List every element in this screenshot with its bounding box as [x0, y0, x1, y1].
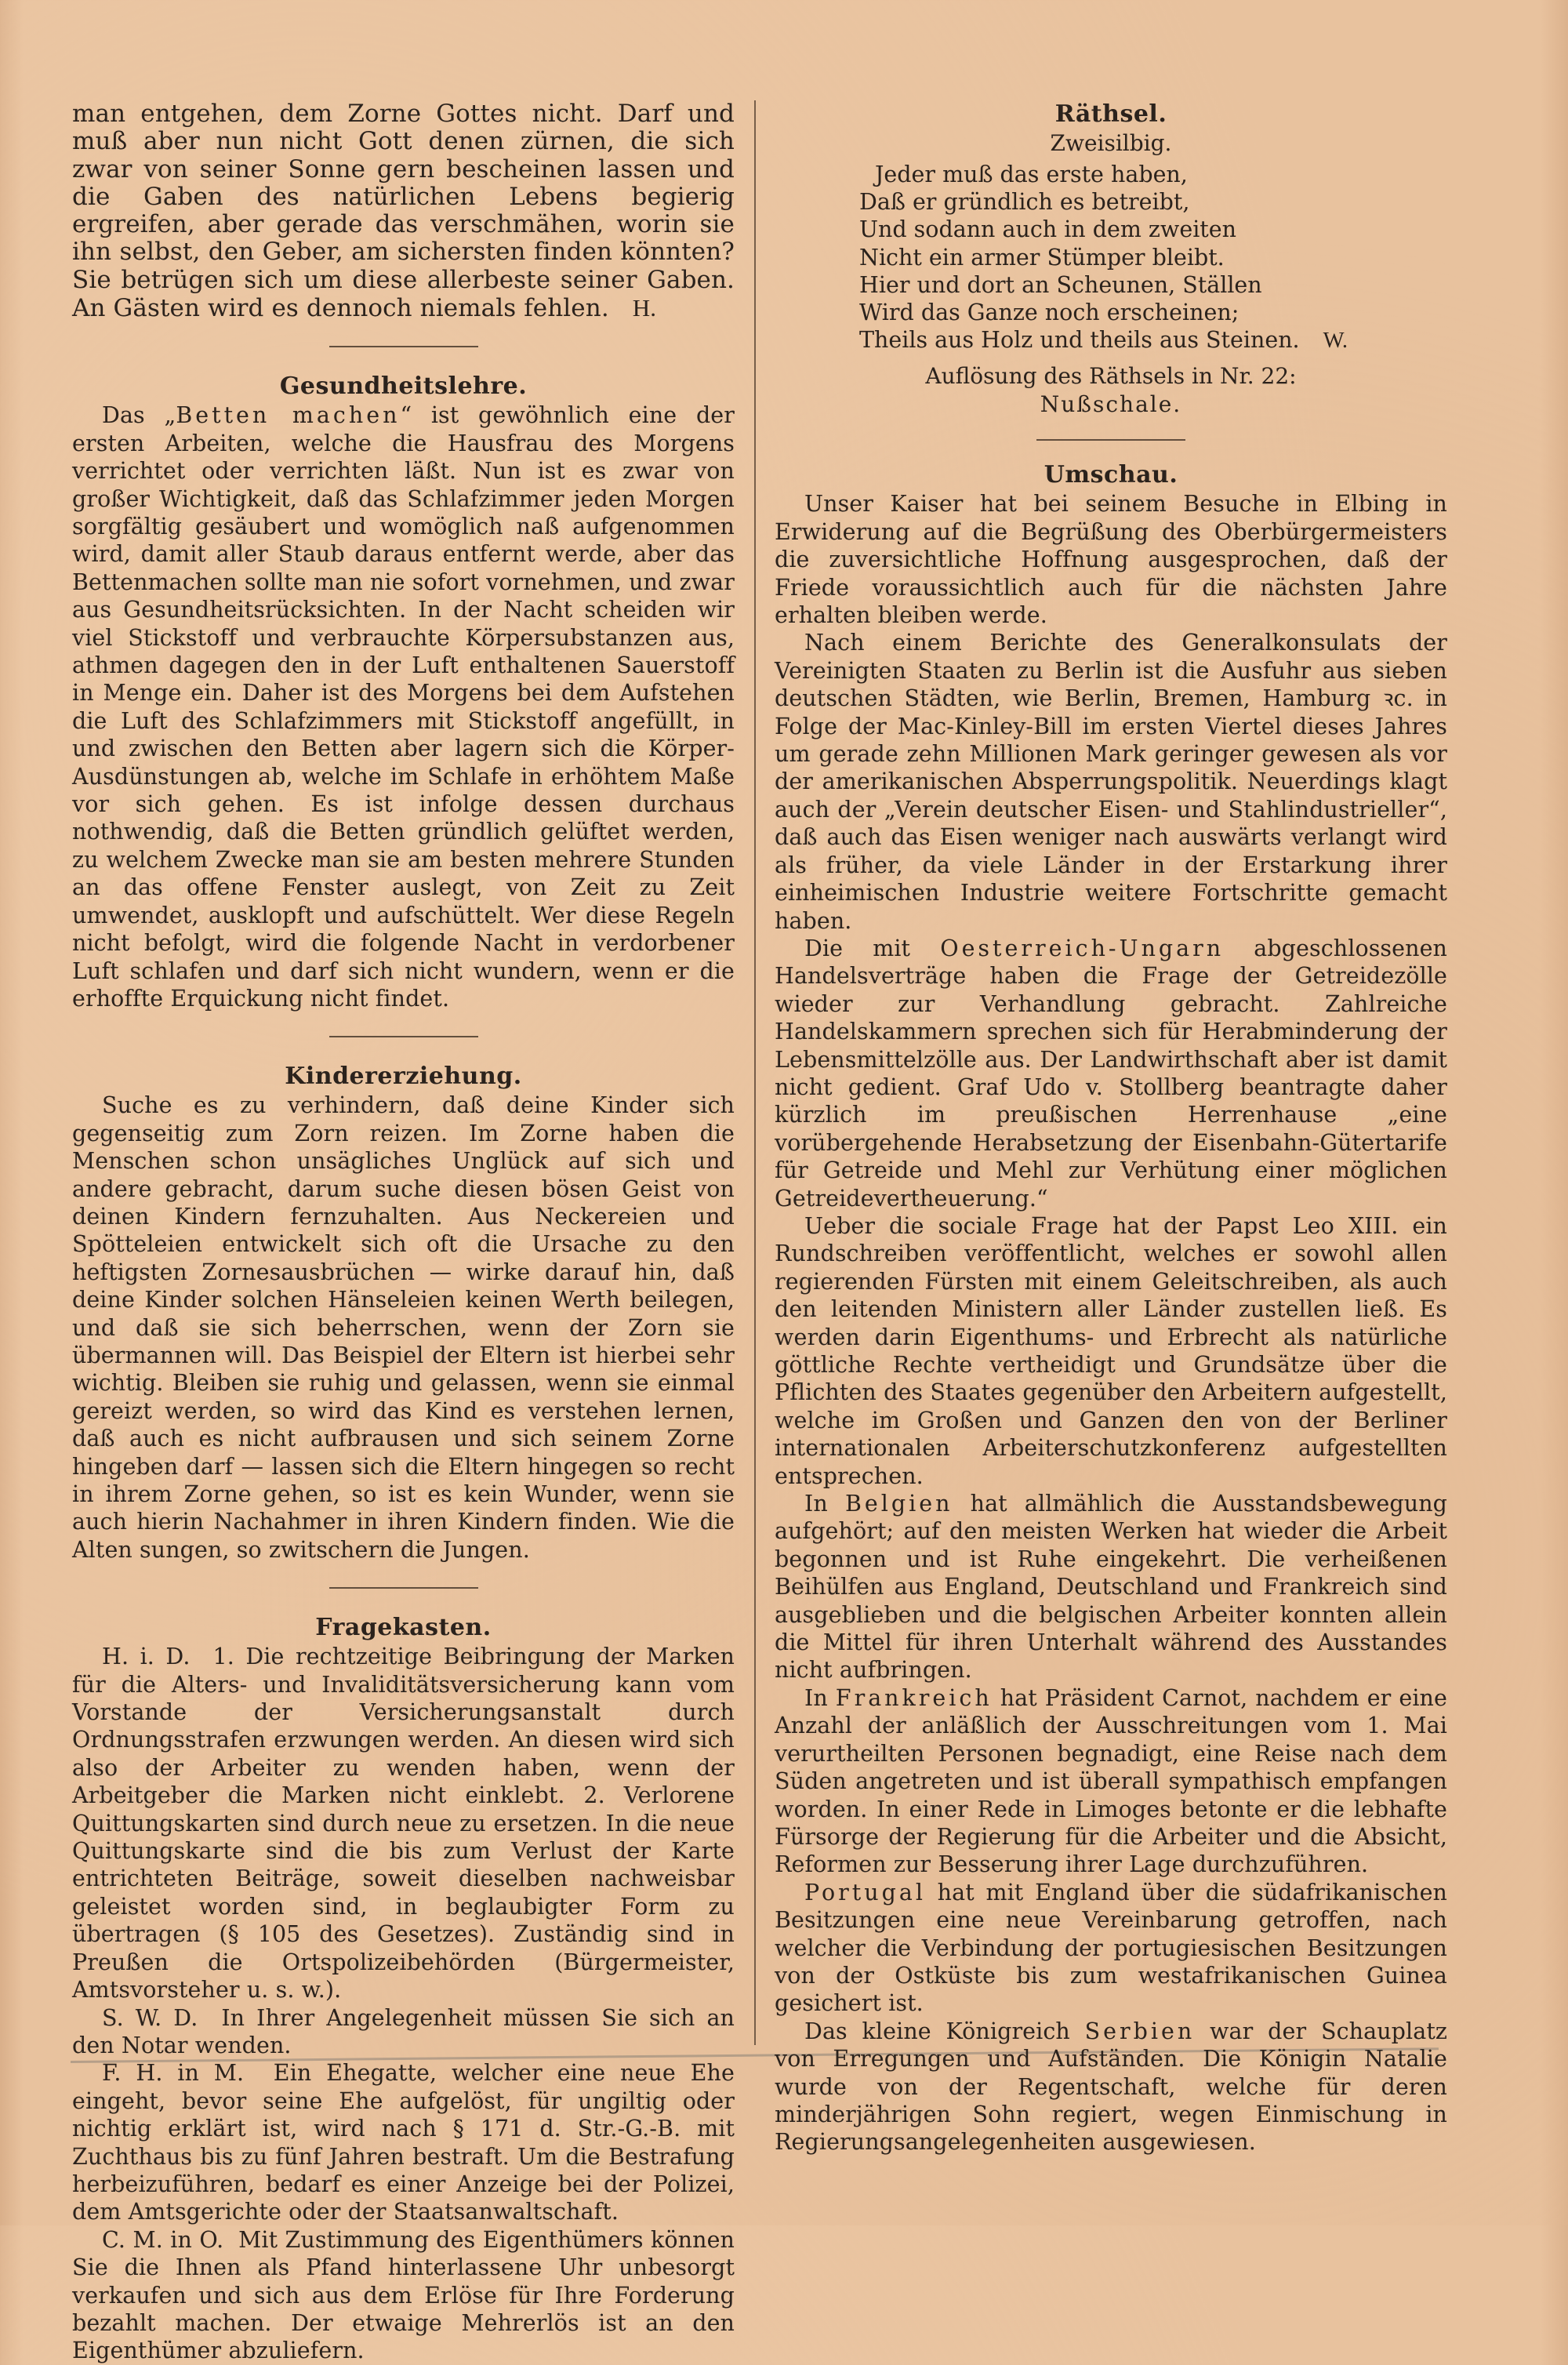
- fragekasten-title: Fragekasten.: [315, 1614, 492, 1642]
- poem-line: Theils aus Holz und theils aus Steinen.: [859, 327, 1300, 354]
- quote-open: Das „: [102, 402, 176, 429]
- kindererziehung-section: [72, 1063, 735, 1564]
- emphasis-country: Oesterreich-Ungarn: [940, 935, 1225, 961]
- poem-line: Jeder muß das erste haben,: [875, 162, 1188, 187]
- fragekasten-entry: [72, 2226, 735, 2365]
- paragraph-lead: Das kleine Königreich: [804, 2018, 1085, 2044]
- riddle-solution: Nußschale.: [1040, 391, 1182, 418]
- entry-addressee: S. W. D.: [102, 2004, 198, 2031]
- entry-text: Ein Ehegatte, welcher eine neue Ehe eingeht, bevor seine Ehe aufgelöst, für ungiltig oder nichtig erklärt ist, wird nach § 171 d. Str.-G.-B. mit Zuchthaus bis zu fünf Jahren bestraft. Um die Bestrafung herbeizuführen, bedarf es einer Anzeige bei der Polizei, dem Amtsgerichte oder der Staatsanwaltschaft.: [72, 2060, 735, 2225]
- riddle-signature: W.: [1323, 329, 1348, 354]
- right-column: [775, 100, 1447, 2156]
- gesundheitslehre-section: [72, 372, 735, 1012]
- section-separator: [329, 1036, 478, 1037]
- poem-line: Hier und dort an Scheunen, Ställen: [859, 271, 1262, 298]
- paragraph-text: war der Schauplatz von Erregungen und Aufständen. Die Königin Natalie wurde von der Regentschaft, welche für deren minderjährigen Sohn regiert, wegen Einmischung in Regierungsangelegenheiten ausgewiesen.: [775, 2018, 1447, 2156]
- umschau-paragraph: [775, 1684, 1447, 1879]
- umschau-title: Umschau.: [1044, 461, 1178, 489]
- kindererziehung-paragraph: Suche es zu verhindern, daß deine Kinder sich gegenseitig zum Zorn reizen. Im Zorne haben die Menschen schon unsägliches Unglück auf sich und andere gebracht, darum suche diesen bösen Geist von deinen Kindern fernzuhalten. Aus Neckereien und Spötteleien entwickelt sich oft die Ursache zu den heftigsten Zornesausbrüchen — wirke darauf hin, daß deine Kinder solchen Hänseleien keinen Werth beilegen, und daß sie sich beherrschen, wenn der Zorn sie übermannen will. Das Beispiel der Eltern ist hierbei sehr wichtig. Bleiben sie ruhig und gelassen, wenn sie einmal gereizt werden, so wird das Kind es verstehen lernen, daß auch es nicht aufbrausen und sich seinem Zorne hingeben darf — lassen sich die Eltern hingegen so recht in ihrem Zorne gehen, so ist es kein Wunder, wenn sie auch hierin Nachahmer in ihren Kindern finden. Wie die Alten sungen, so zwitschern die Jungen.: [72, 1092, 735, 1563]
- paragraph-lead: In: [804, 1684, 836, 1711]
- section-separator: [329, 1587, 478, 1589]
- poem-line: Und sodann auch in dem zweiten: [859, 216, 1236, 243]
- entry-addressee: H. i. D.: [102, 1644, 191, 1670]
- gesundheitslehre-title: Gesundheitslehre.: [279, 372, 528, 401]
- umschau-paragraph: [775, 2018, 1447, 2156]
- paragraph-text: Ueber die sociale Frage hat der Papst Leo XIII. ein Rundschreiben veröffentlicht, welches er sowohl allen regierenden Fürsten mit einem Geleitschreiben, als auch den leitenden Ministern aller Länder zustellen ließ. Es werden darin Eigenthums- und Erbrecht als natürliche göttliche Rechte vertheidigt und Grundsätze über die Pflichten des Staates gegenüber den Arbeitern aufgestellt, welche im Großen und Ganzen den von der Berliner internationalen Arbeiterschutzkonferenz aufgestellten entsprechen.: [775, 1212, 1447, 1489]
- umschau-paragraph: [775, 1490, 1447, 1684]
- fragekasten-entry: [72, 1643, 735, 2004]
- raethsel-section: [775, 100, 1447, 419]
- section-separator: [329, 346, 478, 347]
- emphasis-country: Frankreich: [835, 1684, 993, 1711]
- poem-line: Wird das Ganze noch erscheinen;: [859, 300, 1240, 326]
- poem-line: Nicht ein armer Stümper bleibt.: [859, 244, 1225, 271]
- paragraph-text: hat allmählich die Ausstandsbewegung aufgehört; auf den meisten Werken hat wieder die Arbeit begonnen und ist Ruhe eingekehrt. Die verheißenen Beihülfen aus England, Deutschland und Frankreich sind ausgeblieben und die belgischen Arbeiter konnten allein die Mittel für ihren Unterhalt während des Ausstandes nicht aufbringen.: [775, 1491, 1447, 1684]
- entry-text: Mit Zustimmung des Eigenthümers können Sie die Ihnen als Pfand hinterlassene Uhr unbesorgt verkaufen und sich aus dem Erlöse für Ihre Forderung bezahlt machen. Der etwaige Mehrerlös ist an den Eigenthümer abzuliefern.: [72, 2226, 735, 2364]
- raethsel-title: Räthsel.: [1054, 100, 1167, 128]
- paragraph-text: Nach einem Berichte des Generalkonsulats der Vereinigten Staaten zu Berlin ist die Ausfuhr aus sieben deutschen Städten, wie Berlin, Bremen, Hamburg ꝛc. in Folge der Mac-Kinley-Bill im ersten Viertel dieses Jahres um gerade zehn Millionen Mark geringer gewesen als vor der amerikanischen Absperrungspolitik. Neuerdings klagt auch der „Verein deutscher Eisen- und Stahlindustrieller“, daß auch das Eisen weniger nach auswärts verlangt wird als früher, da viele Länder in der Erstarkung ihrer einheimischen Industrie weitere Fortschritte gemacht haben.: [775, 630, 1447, 934]
- poem-line: Daß er gründlich es betreibt,: [859, 189, 1190, 216]
- riddle-poem: [859, 161, 1447, 354]
- emphasis-country: Serbien: [1084, 2018, 1196, 2044]
- column-divider: [754, 100, 756, 2045]
- section-separator: [1036, 439, 1185, 441]
- gesundheitslehre-paragraph: [72, 401, 735, 1012]
- raethsel-subtitle: Zweisilbig.: [1050, 130, 1172, 156]
- gesundheitslehre-text: “ ist gewöhnlich eine der ersten Arbeiten, welche die Hausfrau des Morgens verrichtet oder verrichten läßt. Nun ist es zwar von großer Wichtigkeit, daß das Schlafzimmer jeden Morgen sorgfältig gesäubert und womöglich naß aufgenommen wird, damit aller Staub daraus entfernt werde, aber das Bettenmachen sollte man nie sofort vornehmen, und zwar aus Gesundheitsrücksichten. In der Nacht scheiden wir viel Stickstoff und verbrauchte Körpersubstanzen aus, athmen dagegen den in der Luft enthaltenen Sauerstoff in Menge ein. Daher ist des Morgens bei dem Aufstehen die Luft des Schlafzimmers mit Stickstoff angefüllt, in und zwischen den Betten aber lagern sich die Körper-Ausdünstungen ab, welche im Schlafe in erhöhtem Maße vor sich gehen. Es ist infolge dessen durchaus nothwendig, daß die Betten gründlich gelüftet werden, zu welchem Zwecke man sie am besten mehrere Stunden an das offene Fenster auslegt, von Zeit zu Zeit umwendet, ausklopft und aufschüttelt. Wer diese Regeln nicht befolgt, wird die folgende Nacht in verdorbener Luft schlafen und darf sich nicht wundern, wenn er die erhoffte Erquickung nicht findet.: [72, 402, 735, 1012]
- riddle-solution-label: Auflösung des Räthsels in Nr. 22:: [925, 363, 1297, 390]
- intro-text: man entgehen, dem Zorne Gottes nicht. Darf und muß aber nun nicht Gott denen zürnen, die sich zwar von seiner Sonne gern bescheinen lassen und die Gaben des natürlichen Lebens begierig ergreifen, aber gerade das verschmähen, worin sie ihn selbst, den Geber, am sichersten finden könnten? Sie betrügen sich um diese allerbeste seiner Gaben. An Gästen wird es dennoch niemals fehlen.: [72, 100, 735, 323]
- umschau-paragraph: [775, 935, 1447, 1212]
- intro-paragraph: [72, 100, 735, 322]
- kindererziehung-title: Kindererziehung.: [285, 1063, 522, 1091]
- umschau-section: [775, 461, 1447, 2156]
- umschau-paragraph: [775, 490, 1447, 629]
- umschau-paragraph: [775, 629, 1447, 934]
- intro-signature: H.: [632, 294, 657, 322]
- paragraph-text: abgeschlossenen Handelsverträge haben die Frage der Getreidezölle wieder zur Verhandlung gebracht. Zahlreiche Handelskammern sprechen sich für Herabminderung der Lebensmittelzölle aus. Der Landwirthschaft aber ist damit nicht gedient. Graf Udo v. Stollberg beantragte daher kürzlich im preußischen Herrenhause „eine vorübergehende Herabsetzung der Eisenbahn-Gütertarife für Getreide und Mehl zur Verhütung einer möglichen Getreidevertheuerung.“: [775, 935, 1447, 1212]
- left-column: [72, 100, 735, 2365]
- paragraph-text: hat Präsident Carnot, nachdem er eine Anzahl der anläßlich der Ausschreitungen vom 1. Mai verurtheilten Personen begnadigt, eine Reise nach dem Süden angetreten und ist überall sympathisch empfangen worden. In einer Rede in Limoges betonte er die lebhafte Fürsorge der Regierung für die Arbeiter und die Absicht, Reformen zur Besserung ihrer Lage durchzuführen.: [775, 1684, 1447, 1878]
- umschau-paragraph: [775, 1879, 1447, 2018]
- fragekasten-entry: [72, 2059, 735, 2225]
- paragraph-lead: In: [804, 1491, 845, 1517]
- poem-line-last: [859, 326, 1447, 354]
- paragraph-text: Unser Kaiser hat bei seinem Besuche in Elbing in Erwiderung auf die Begrüßung des Oberbürgermeisters die zuversichtliche Hoffnung ausgesprochen, daß der Friede voraussichtlich auch für die nächsten Jahre erhalten bleiben werde.: [775, 491, 1447, 629]
- emphasis-betten-machen: Betten machen: [176, 402, 401, 429]
- fragekasten-section: [72, 1614, 735, 2365]
- entry-addressee: C. M. in O.: [102, 2226, 224, 2253]
- emphasis-country: Portugal: [804, 1879, 926, 1905]
- emphasis-country: Belgien: [844, 1491, 953, 1517]
- fragekasten-entry: [72, 2004, 735, 2060]
- paragraph-lead: Die mit: [804, 935, 941, 961]
- umschau-paragraph: [775, 1212, 1447, 1490]
- intro-section: [72, 100, 735, 322]
- entry-addressee: F. H. in M.: [102, 2060, 245, 2087]
- entry-text: In Ihrer Angelegenheit müssen Sie sich an den Notar wenden.: [72, 2004, 735, 2058]
- entry-text: 1. Die rechtzeitige Beibringung der Marken für die Alters- und Invaliditätsversicherung kann vom Vorstande der Versicherungsanstalt durch Ordnungsstrafen erzwungen werden. An diesen wird sich also der Arbeiter zu wenden haben, wenn der Arbeitgeber die Marken nicht einklebt. 2. Verlorene Quittungskarten sind durch neue zu ersetzen. In die neue Quittungskarte sind die bis zum Verlust der Karte entrichteten Beiträge, soweit dieselben nachweisbar geleistet worden sind, in beglaubigter Form zu übertragen (§ 105 des Gesetzes). Zuständig sind in Preußen die Ortspolizeibehörden (Bürgermeister, Amtsvorsteher u. s. w.).: [72, 1644, 735, 2004]
- paragraph-text: hat mit England über die südafrikanischen Besitzungen eine neue Vereinbarung getroffen, nach welcher die Verbindung der portugiesischen Besitzungen von der Ostküste bis zum westafrikanischen Guinea gesichert ist.: [775, 1879, 1447, 2017]
